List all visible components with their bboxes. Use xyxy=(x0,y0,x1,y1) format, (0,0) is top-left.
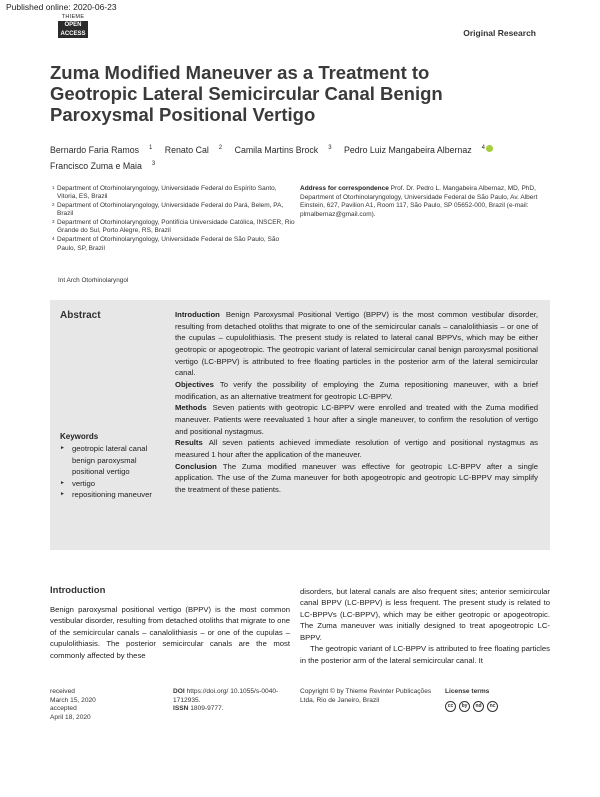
cc-nd-icon: nd xyxy=(473,701,484,712)
article-dates xyxy=(50,688,150,722)
doi-link[interactable]: https://doi.org/ 10.1055/s-0040-1712935. xyxy=(173,688,279,704)
journal-name: Int Arch Otorhinolaryngol xyxy=(58,277,129,284)
introduction-paragraph: Benign paroxysmal positional vertigo (BPPV) is the most common vestibular disorder, resulting from detached otoliths that migrate to one of the semicircular canals – canalolithiasis – or one of the cupulas – cupulolithiasis. The posterior semicircular canals are the most commonly affected by these xyxy=(50,605,290,660)
abstract-section-text: The Zuma modified maneuver was effective for geotropic LC-BPPV after a single application. The use of the Zuma maneuver for both apogeotropic and geotropic LC-BPPV may simplify the treatment of these patients. xyxy=(175,461,538,494)
affiliation-item xyxy=(53,219,298,236)
thieme-open-access-logo xyxy=(58,14,88,38)
abstract-section xyxy=(175,309,538,379)
introduction-right-column xyxy=(300,586,550,666)
orcid-icon[interactable] xyxy=(486,145,493,152)
cc-by-icon: by xyxy=(459,701,470,712)
author[interactable] xyxy=(344,145,503,155)
abstract-section xyxy=(175,461,538,496)
correspondence-address xyxy=(300,185,550,219)
author-affil-num: 3 xyxy=(328,145,332,151)
abstract-heading: Abstract xyxy=(60,310,101,321)
affiliation-text: Department of Otorhinolaryngology, Universidade Federal do Pará, Belem, PA, Brazil xyxy=(57,202,284,218)
introduction-paragraph: The geotropic variant of LC-BPPV is attributed to free floating particles in the posterior arm of the lateral semicircular canal. It xyxy=(300,644,550,665)
affiliation-text: Department of Otorhinolaryngology, Pontifícia Universidade Católica, INSCER, Rio Grande do Sul, Porto Alegre, RS, Brazil xyxy=(57,219,295,235)
introduction-heading: Introduction xyxy=(50,585,106,596)
abstract-section-label: Introduction xyxy=(175,310,220,319)
article-type: Original Research xyxy=(463,28,536,38)
keywords-list xyxy=(60,443,170,501)
license-terms-link[interactable]: License terms xyxy=(445,688,490,695)
cc-icon: cc xyxy=(445,701,456,712)
accepted-label: accepted xyxy=(50,705,77,713)
received-label: received xyxy=(50,688,75,695)
affiliation-text: Department of Otorhinolaryngology, Universidade Federal do Espírito Santo, Vitoria, ES, Brazil xyxy=(57,185,277,201)
abstract-section-label: Methods xyxy=(175,403,207,413)
affiliation-item xyxy=(53,202,298,219)
author-affil-num: 4 xyxy=(481,145,485,151)
author-name: Bernardo Faria Ramos xyxy=(50,144,139,155)
affiliation-item xyxy=(53,185,298,202)
author[interactable] xyxy=(50,161,155,171)
author-name: Camila Martins Brock xyxy=(234,144,319,155)
logo-access-text: ACCESS xyxy=(58,30,88,39)
abstract-section xyxy=(175,379,538,402)
abstract-section xyxy=(175,437,538,460)
abstract-section-label: Objectives xyxy=(175,379,214,389)
copyright-notice: Copyright © by Thieme Revinter Publicações Ltda, Rio de Janeiro, Brazil xyxy=(300,688,432,704)
logo-open-text: OPEN xyxy=(58,21,88,30)
accepted-date: April 18, 2020 xyxy=(50,713,91,721)
logo-thieme-text: THIEME xyxy=(61,14,85,20)
cc-nc-icon: nc xyxy=(487,701,498,712)
author[interactable] xyxy=(165,145,222,155)
keywords-heading: Keywords xyxy=(60,432,99,441)
affiliation-item xyxy=(53,236,298,253)
introduction-paragraph: disorders, but lateral canals are also frequent sites; anterior semicircular canal BPPV (LC-BPPV) is less frequent. The present study is related to LC-BPPVs (LC-BPPV), which may be either geotropic or apogeotropic. The Zuma maneuver was initially designed to treat apogeotropic LC-BPPV. xyxy=(300,587,550,642)
author-affil-num: 2 xyxy=(218,145,223,151)
correspondence-text: Prof. Dr. Pedro L. Mangabeira Albernaz, MD, PhD, Department of Otorhinolaryngology, Universidade Federal de São Paulo, Av. Albert Einstein, 627, Pavilion A1, Room 117, São Paulo, SP 05652-000, Brazil (e-mail: plmalbernaz@gmail.com). xyxy=(300,185,538,218)
abstract-section xyxy=(175,402,538,437)
author-name: Pedro Luiz Mangabeira Albernaz xyxy=(343,144,472,155)
correspondence-label: Address for correspondence xyxy=(300,185,389,192)
abstract-body xyxy=(175,309,538,496)
affiliations xyxy=(53,185,298,253)
issn-label: ISSN xyxy=(173,705,189,713)
abstract-section-text: All seven patients achieved immediate resolution of vertigo and positional nystagmus as measured 1 hour after the application of the maneuver. xyxy=(175,438,538,459)
issn-value: 1809-9777. xyxy=(190,705,224,713)
license-block xyxy=(445,688,550,712)
abstract-box xyxy=(50,300,550,550)
author-name: Francisco Zuma e Maia xyxy=(50,160,142,171)
introduction-left-column xyxy=(50,604,290,661)
received-date: March 15, 2020 xyxy=(50,696,96,704)
affiliation-text: Department of Otorhinolaryngology, Universidade Federal de São Paulo, São Paulo, SP, Brazil xyxy=(57,236,280,252)
affiliation-num: 3 xyxy=(52,219,55,225)
author[interactable] xyxy=(235,145,332,155)
published-date: Published online: 2020-06-23 xyxy=(6,2,117,12)
doi-label: DOI xyxy=(173,688,185,695)
author[interactable] xyxy=(50,145,152,155)
affiliation-num: 2 xyxy=(52,202,55,208)
author-list xyxy=(50,141,550,173)
author-affil-num: 1 xyxy=(148,145,153,151)
abstract-section-text: Benign Paroxysmal Positional Vertigo (BPPV) is the most common vestibular disorder, resulting from detached otoliths that migrate to one of the semicircular canals – canalolithiasis – or one of the cupulas – cupulolithiasis. The present study is related to lateral canal BPPVs, which may be either geotropic or apogeotropic. The geotropic variant of lateral semicircular canal benign paroxysmal positional vertigo (LC-BPPV) is attributed to free floating particles in the posterior arm of the lateral semicircular canal. xyxy=(175,310,538,378)
keyword-item: ► vertigo xyxy=(60,478,170,490)
abstract-section-label: Results xyxy=(175,438,203,448)
affiliation-num: 1 xyxy=(52,185,55,190)
article-title: Zuma Modified Maneuver as a Treatment to Geotropic Lateral Semicircular Canal Benign Paroxysmal Positional Vertigo xyxy=(50,62,443,125)
author-name: Renato Cal xyxy=(164,144,209,155)
doi-issn-block xyxy=(173,688,293,714)
abstract-section-label: Conclusion xyxy=(175,461,217,471)
abstract-section-text: To verify the possibility of employing the Zuma repositioning maneuver, with a brief modification, as an alternative treatment for geotropic LC-BPPV. xyxy=(175,379,538,401)
author-affil-num: 3 xyxy=(151,160,156,167)
cc-icons[interactable] xyxy=(445,701,550,712)
keyword-item: ► geotropic lateral canal benign paroxysmal positional vertigo xyxy=(60,443,170,478)
keyword-item: ► repositioning maneuver xyxy=(60,489,170,501)
abstract-section-text: Seven patients with geotropic LC-BPPV were enrolled and treated with the Zuma modified maneuver. Patients were reevaluated 1 hour after a single maneuver, to confirm the resolution of vertigo and positional nystagmus. xyxy=(175,403,538,436)
affiliation-num: 4 xyxy=(52,236,55,242)
